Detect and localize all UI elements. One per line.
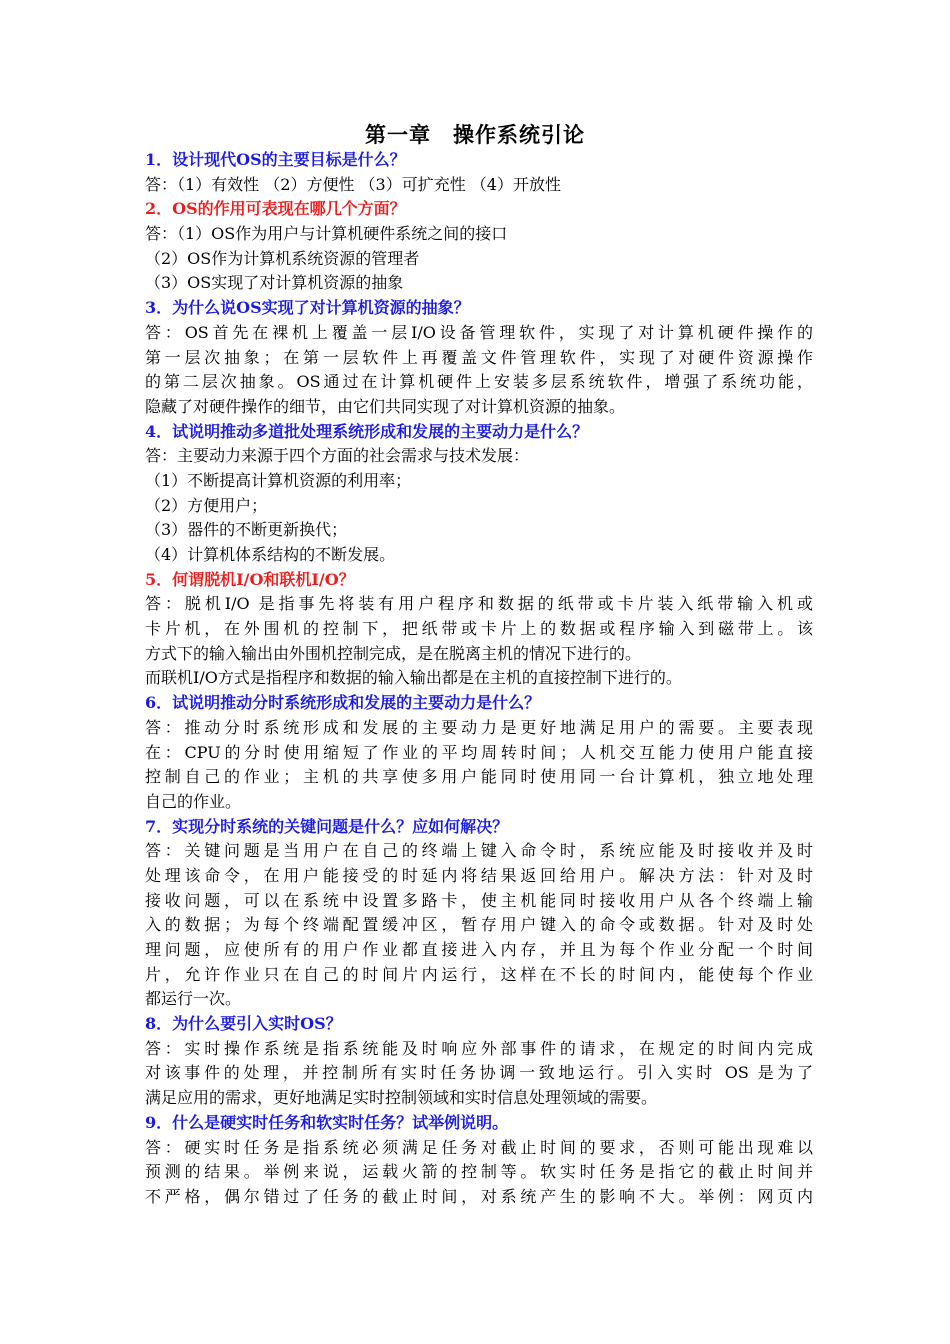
question-line: 1．设计现代OS的主要目标是什么？ <box>145 150 406 169</box>
answer-line: 对该事件的处理，并控制所有实时任务协调一致地运行。引入实时 OS 是为了 <box>145 1063 813 1083</box>
answer-line: 方式下的输入输出由外围机控制完成，是在脱离主机的情况下进行的。 <box>145 643 642 663</box>
answer-line: 卡片机，在外围机的控制下，把纸带或卡片上的数据或程序输入到磁带上。该 <box>145 619 813 639</box>
chapter-title <box>0 120 950 150</box>
answer-line: 答：关键问题是当用户在自己的终端上键入命令时，系统应能及时接收并及时 <box>145 841 813 861</box>
answer-line: 隐藏了对硬件操作的细节，由它们共同实现了对计算机资源的抽象。 <box>145 396 626 416</box>
answer-line: （1）不断提高计算机资源的利用率； <box>145 470 412 490</box>
answer-line: 答：实时操作系统是指系统能及时响应外部事件的请求，在规定的时间内完成 <box>145 1038 813 1058</box>
answer-line: 答：（1）有效性 （2）方便性 （3）可扩充性 （4）开放性 <box>145 174 561 194</box>
answer-line: 答：（1）OS作为用户与计算机硬件系统之间的接口 <box>145 224 508 244</box>
question-line: 5．何谓脱机I/O和联机I/O？ <box>145 569 355 589</box>
answer-line: 自己的作业。 <box>145 791 242 811</box>
answer-line: 理问题，应使所有的用户作业都直接进入内存，并且为每个作业分配一个时间 <box>145 940 813 959</box>
question-line: 8．为什么要引入实时OS？ <box>145 1014 342 1034</box>
answer-line: 处理该命令，在用户能接受的时延内将结果返回给用户。解决方法：针对及时 <box>145 865 813 885</box>
question-line: 7．实现分时系统的关键问题是什么？应如何解决？ <box>145 816 509 836</box>
answer-line: 在：CPU的分时使用缩短了作业的平均周转时间；人机交互能力使用户能直接 <box>145 742 813 762</box>
answer-line: 入的数据；为每个终端配置缓冲区，暂存用户键入的命令或数据。针对及时处 <box>145 915 813 935</box>
chapter-name: 操作系统引论 <box>453 122 585 147</box>
answer-line: 第一层次抽象；在第一层软件上再覆盖文件管理软件，实现了对硬件资源操作 <box>145 347 813 367</box>
answer-line: 片，允许作业只在自己的时间片内运行，这样在不长的时间内，能使每个作业 <box>145 964 813 984</box>
answer-line: 不严格，偶尔错过了任务的截止时间，对系统产生的影响不大。举例：网页内 <box>145 1186 813 1206</box>
answer-line: 答：主要动力来源于四个方面的社会需求与技术发展： <box>145 446 530 466</box>
chapter-number: 第一章 <box>365 122 431 147</box>
answer-line: 答：OS首先在裸机上覆盖一层I/O设备管理软件，实现了对计算机硬件操作的 <box>145 322 813 342</box>
question-line: 4．试说明推动多道批处理系统形成和发展的主要动力是什么？ <box>145 421 589 441</box>
question-line: 2．OS的作用可表现在哪几个方面？ <box>145 199 406 219</box>
answer-line: 都运行一次。 <box>145 989 242 1009</box>
answer-line: （2）OS作为计算机系统资源的管理者 <box>145 248 420 268</box>
question-line: 3．为什么说OS实现了对计算机资源的抽象？ <box>145 298 470 318</box>
answer-line: （2）方便用户； <box>145 495 268 515</box>
answer-line: 的第二层次抽象。OS通过在计算机硬件上安装多层系统软件，增强了系统功能， <box>145 372 813 392</box>
answer-line: 而联机I/O方式是指程序和数据的输入输出都是在主机的直接控制下进行的。 <box>145 668 682 688</box>
answer-line: （3）OS实现了对计算机资源的抽象 <box>145 273 404 293</box>
answer-line: 满足应用的需求，更好地满足实时控制领域和实时信息处理领域的需要。 <box>145 1088 658 1108</box>
question-line: 9．什么是硬实时任务和软实时任务？试举例说明。 <box>145 1112 509 1132</box>
answer-line: 预测的结果。举例来说，运载火箭的控制等。软实时任务是指它的截止时间并 <box>145 1162 813 1182</box>
answer-line: 答：推动分时系统形成和发展的主要动力是更好地满足用户的需要。主要表现 <box>145 717 813 737</box>
answer-line: （4）计算机体系结构的不断发展。 <box>145 545 396 564</box>
question-line: 6．试说明推动分时系统形成和发展的主要动力是什么？ <box>145 693 541 713</box>
answer-line: 答：脱机I/O 是指事先将装有用户程序和数据的纸带或卡片装入纸带输入机或 <box>145 594 813 614</box>
answer-line: （3）器件的不断更新换代； <box>145 520 348 540</box>
answer-line: 接收问题，可以在系统中设置多路卡，使主机能同时接收用户从各个终端上输 <box>145 890 813 910</box>
document-body <box>145 148 813 1210</box>
answer-line: 控制自己的作业；主机的共享使多用户能同时使用同一台计算机，独立地处理 <box>145 767 813 787</box>
answer-line: 答：硬实时任务是指系统必须满足任务对截止时间的要求，否则可能出现难以 <box>145 1137 813 1157</box>
